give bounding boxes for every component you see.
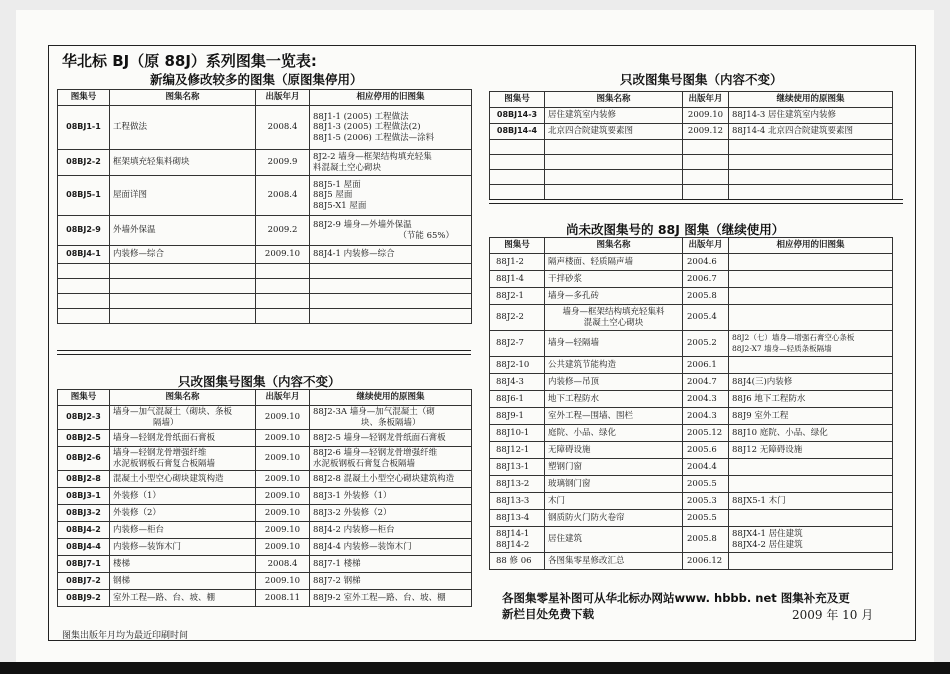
superseded-drawings bbox=[729, 493, 893, 510]
drawing-name-line: 墙身—轻钢龙骨增强纤维 bbox=[113, 448, 207, 458]
drawing-name-line: 无障碍设施 bbox=[548, 444, 591, 455]
old-drawings bbox=[310, 216, 472, 246]
table-row bbox=[58, 488, 472, 505]
drawing-name-line: 墙身—轻钢龙骨纸面石膏板 bbox=[113, 432, 216, 443]
publish-date: 2009.10 bbox=[683, 108, 729, 124]
t3-empty-row bbox=[490, 170, 893, 185]
superseded-drawing-line: 88J9 室外工程 bbox=[732, 410, 789, 421]
table-row bbox=[490, 408, 893, 425]
continued-drawings bbox=[310, 505, 472, 522]
drawing-code: 88J2-10 bbox=[490, 357, 545, 374]
drawing-name: 工程做法 bbox=[110, 106, 256, 150]
publish-date: 2005.4 bbox=[683, 305, 729, 331]
t3-header-cell: 继续使用的原图集 bbox=[729, 92, 893, 108]
drawing-name-line: 内装修—装饰木门 bbox=[113, 541, 182, 552]
table-row bbox=[490, 459, 893, 476]
publish-date: 2009.10 bbox=[256, 522, 310, 539]
drawing-name-line: 塑钢门窗 bbox=[548, 461, 583, 472]
drawing-name bbox=[110, 539, 256, 556]
drawing-code: 08BJ2-3 bbox=[58, 406, 110, 430]
t2-header-row bbox=[58, 390, 472, 406]
publish-date: 2009.10 bbox=[256, 573, 310, 590]
continued-drawing: 88J14-3 居住建筑室内装修 bbox=[729, 108, 893, 124]
superseded-drawings bbox=[729, 288, 893, 305]
table-row bbox=[58, 471, 472, 488]
drawing-name-line: 钢质防火门防火卷帘 bbox=[548, 512, 625, 523]
continued-drawing-line: 88J2-3A 墙身—加气混凝土（砌 bbox=[313, 407, 435, 417]
t3-empty-row bbox=[490, 185, 893, 200]
t4-header-cell: 相应停用的旧图集 bbox=[729, 238, 893, 254]
table-row bbox=[58, 150, 472, 176]
table-row bbox=[58, 505, 472, 522]
continued-drawings bbox=[310, 556, 472, 573]
superseded-drawings bbox=[729, 442, 893, 459]
drawing-name bbox=[545, 510, 683, 527]
old-drawings bbox=[310, 176, 472, 216]
drawing-name bbox=[110, 556, 256, 573]
drawing-name-line: 公共建筑节能构造 bbox=[548, 359, 617, 370]
publish-date: 2006.7 bbox=[683, 271, 729, 288]
superseded-drawing-line: 88J2（七）墙身—增强石膏空心条板 bbox=[732, 333, 855, 342]
drawing-name-line: 墙身—框架结构填充轻集料 bbox=[562, 307, 665, 317]
t1-table bbox=[57, 89, 472, 324]
drawing-code: 88J13-3 bbox=[490, 493, 545, 510]
t2-header-cell: 继续使用的原图集 bbox=[310, 390, 472, 406]
superseded-drawings bbox=[729, 331, 893, 357]
publish-date: 2004.3 bbox=[683, 391, 729, 408]
drawing-code: 08BJ14-4 bbox=[490, 124, 545, 140]
publish-date: 2005.5 bbox=[683, 476, 729, 493]
table-row bbox=[490, 357, 893, 374]
drawing-name-line: 室外工程—路、台、坡、棚 bbox=[113, 592, 216, 603]
drawing-name bbox=[545, 305, 683, 331]
drawing-name bbox=[545, 391, 683, 408]
footer-line2: 新栏目处免费下载 bbox=[502, 607, 594, 621]
drawing-code: 08BJ7-1 bbox=[58, 556, 110, 573]
drawing-code: 88J1-4 bbox=[490, 271, 545, 288]
continued-drawing-line: 88J7-1 楼梯 bbox=[313, 558, 361, 569]
drawing-name-line: 地下工程防水 bbox=[548, 393, 600, 404]
scanner-edge bbox=[0, 662, 950, 674]
footnote: 图集出版年月均为最近印刷时间 bbox=[62, 631, 189, 641]
t2-header-cell: 图集名称 bbox=[110, 390, 256, 406]
t3-header-cell: 出版年月 bbox=[683, 92, 729, 108]
publish-date: 2009.10 bbox=[256, 505, 310, 522]
table-row bbox=[490, 476, 893, 493]
publish-date: 2009.10 bbox=[256, 471, 310, 488]
drawing-name bbox=[545, 442, 683, 459]
publish-date: 2005.12 bbox=[683, 425, 729, 442]
drawing-code: 08BJ4-2 bbox=[58, 522, 110, 539]
t2-table bbox=[57, 389, 472, 607]
superseded-drawings bbox=[729, 271, 893, 288]
drawing-name-line: 外装修（1） bbox=[113, 490, 161, 501]
publish-date: 2008.11 bbox=[256, 590, 310, 607]
superseded-drawing-line: 88J2-X7 墙身—轻质条板隔墙 bbox=[732, 343, 832, 353]
drawing-name bbox=[110, 471, 256, 488]
drawing-name-line: 楼梯 bbox=[113, 558, 131, 569]
drawing-name bbox=[545, 493, 683, 510]
continued-drawing-line: 块、条板隔墙） bbox=[361, 417, 421, 428]
publish-date: 2009.10 bbox=[256, 488, 310, 505]
table-row bbox=[490, 271, 893, 288]
drawing-name-line: 木门 bbox=[548, 495, 566, 506]
continued-drawing-line: 88J3-2 外装修（2） bbox=[313, 507, 392, 518]
superseded-drawings bbox=[729, 476, 893, 493]
table-row bbox=[58, 590, 472, 607]
publish-date: 2005.3 bbox=[683, 493, 729, 510]
table-row bbox=[58, 246, 472, 264]
table-row bbox=[58, 573, 472, 590]
drawing-code: 08BJ2-8 bbox=[58, 471, 110, 488]
drawing-name-line: 墙身—轻隔墙 bbox=[548, 338, 600, 349]
continued-drawing-line: 88J3-1 外装修（1） bbox=[313, 490, 392, 501]
drawing-name: 北京四合院建筑要素图 bbox=[545, 124, 683, 140]
drawing-name-line: 玻璃钢门窗 bbox=[548, 478, 591, 489]
drawing-name bbox=[110, 430, 256, 447]
old-drawing-line: 料混凝土空心砌块 bbox=[313, 162, 382, 173]
publish-date: 2005.8 bbox=[683, 288, 729, 305]
publish-date: 2009.2 bbox=[256, 216, 310, 246]
drawing-code: 08BJ2-5 bbox=[58, 430, 110, 447]
table-row bbox=[490, 553, 893, 570]
drawing-name bbox=[545, 331, 683, 357]
old-drawings bbox=[310, 106, 472, 150]
continued-drawings bbox=[310, 430, 472, 447]
continued-drawing-line: 88J2-6 墙身—轻钢龙骨增强纤维 bbox=[313, 448, 438, 458]
drawing-code: 08BJ1-1 bbox=[58, 106, 110, 150]
t3-header-cell: 图集名称 bbox=[545, 92, 683, 108]
continued-drawing-line: 88J7-2 钢梯 bbox=[313, 575, 361, 586]
t4-title: 尚未改图集号的 88J 图集（继续使用） bbox=[566, 222, 785, 237]
old-drawing-line: 88J1-3 (2005) 工程做法(2) bbox=[313, 122, 421, 133]
table-row bbox=[58, 406, 472, 430]
old-drawing-line: 88J1-1 (2005) 工程做法 bbox=[313, 111, 409, 122]
superseded-drawing-line: 88JX4-2 居住建筑 bbox=[732, 539, 803, 550]
table-row bbox=[490, 374, 893, 391]
drawing-name bbox=[110, 488, 256, 505]
superseded-drawing-line: 88J12 无障碍设施 bbox=[732, 444, 803, 455]
drawing-code: 08BJ4-1 bbox=[58, 246, 110, 264]
superseded-drawings bbox=[729, 553, 893, 570]
table-row bbox=[58, 522, 472, 539]
continued-drawings bbox=[310, 471, 472, 488]
drawing-name-line: 室外工程—围墙、围栏 bbox=[548, 410, 634, 421]
drawing-code: 08BJ5-1 bbox=[58, 176, 110, 216]
drawing-name-line: 墙身—加气混凝土（砌块、条板 bbox=[113, 407, 233, 417]
t2-title: 只改图集号图集（内容不变） bbox=[178, 374, 341, 389]
table-row bbox=[490, 391, 893, 408]
old-drawing-line: 88J4-1 内装修—综合 bbox=[313, 249, 395, 260]
continued-drawing: 88J14-4 北京四合院建筑要素图 bbox=[729, 124, 893, 140]
continued-drawing-line: 88J4-2 内装修—柜台 bbox=[313, 524, 395, 535]
drawing-code: 08BJ3-1 bbox=[58, 488, 110, 505]
drawing-name-line: 居住建筑 bbox=[548, 534, 583, 545]
publish-date: 2004.4 bbox=[683, 459, 729, 476]
continued-drawing-line: 88J4-4 内装修—装饰木门 bbox=[313, 541, 412, 552]
drawing-code: 88J13-2 bbox=[490, 476, 545, 493]
drawing-name bbox=[545, 374, 683, 391]
publish-date: 2005.2 bbox=[683, 331, 729, 357]
drawing-name-line: 干拌砂浆 bbox=[548, 273, 583, 284]
t1-header-cell: 图集名称 bbox=[110, 90, 256, 106]
continued-drawing-line: 88J2-5 墙身—轻钢龙骨纸面石膏板 bbox=[313, 432, 446, 443]
table-row bbox=[490, 331, 893, 357]
old-drawings bbox=[310, 150, 472, 176]
drawing-name-line: 内装修—吊顶 bbox=[548, 376, 600, 387]
t1-empty-row bbox=[58, 309, 472, 324]
drawing-name bbox=[545, 357, 683, 374]
drawing-name-line: 各图集零星修改汇总 bbox=[548, 555, 625, 566]
drawing-name bbox=[545, 527, 683, 553]
continued-drawings bbox=[310, 522, 472, 539]
drawing-code: 88J1-2 bbox=[490, 254, 545, 271]
table-row bbox=[58, 447, 472, 471]
drawing-code: 08BJ2-6 bbox=[58, 447, 110, 471]
drawing-name bbox=[110, 573, 256, 590]
drawing-name bbox=[545, 425, 683, 442]
main-title: 华北标 BJ（原 88J）系列图集一览表: bbox=[62, 52, 317, 70]
t3-empty-row bbox=[490, 155, 893, 170]
table-row bbox=[490, 288, 893, 305]
old-drawing-line: 88J2-9 墙身—外墙外保温 bbox=[313, 220, 412, 230]
continued-drawing-line: 水泥板钢板石膏复合板隔墙 bbox=[313, 458, 416, 469]
continued-drawings bbox=[310, 488, 472, 505]
drawing-name-line: 庭院、小品、绿化 bbox=[548, 427, 617, 438]
publish-date: 2004.6 bbox=[683, 254, 729, 271]
t1-header-cell: 相应停用的旧图集 bbox=[310, 90, 472, 106]
superseded-drawing-line: 88J4(三)内装修 bbox=[732, 376, 793, 387]
table-row bbox=[58, 106, 472, 150]
drawing-name-line: 外装修（2） bbox=[113, 507, 161, 518]
table-row bbox=[58, 539, 472, 556]
drawing-name-line: 水泥板钢板石膏复合板隔墙 bbox=[113, 458, 216, 469]
drawing-name bbox=[110, 406, 256, 430]
t1-empty-row bbox=[58, 264, 472, 279]
footer-line1: 各图集零星补图可从华北标办网站www. hbbb. net 图集补充及更 bbox=[502, 591, 850, 605]
drawing-name: 内装修—综合 bbox=[110, 246, 256, 264]
drawing-code: 08BJ2-9 bbox=[58, 216, 110, 246]
drawing-code: 88J2-1 bbox=[490, 288, 545, 305]
drawing-code: 88 修 06 bbox=[490, 553, 545, 570]
drawing-code: 88J12-1 bbox=[490, 442, 545, 459]
table-row bbox=[58, 430, 472, 447]
table-row bbox=[490, 442, 893, 459]
publish-date: 2009.10 bbox=[256, 430, 310, 447]
drawing-name bbox=[110, 505, 256, 522]
drawing-name-line: 隔墙） bbox=[153, 417, 179, 428]
t4-header-cell: 图集名称 bbox=[545, 238, 683, 254]
continued-drawing-line: 88J9-2 室外工程—路、台、坡、棚 bbox=[313, 592, 446, 603]
drawing-name bbox=[545, 288, 683, 305]
t1-title: 新编及修改较多的图集（原图集停用） bbox=[150, 72, 363, 87]
publish-date: 2008.4 bbox=[256, 556, 310, 573]
superseded-drawings bbox=[729, 425, 893, 442]
table-row bbox=[58, 216, 472, 246]
continued-drawings bbox=[310, 406, 472, 430]
table-row bbox=[490, 527, 893, 553]
drawing-code: 08BJ4-4 bbox=[58, 539, 110, 556]
drawing-name-line: 墙身—多孔砖 bbox=[548, 290, 600, 301]
publish-date: 2006.1 bbox=[683, 357, 729, 374]
publish-date: 2008.4 bbox=[256, 106, 310, 150]
superseded-drawings bbox=[729, 408, 893, 425]
table-row bbox=[490, 305, 893, 331]
superseded-drawings bbox=[729, 459, 893, 476]
table-row bbox=[58, 556, 472, 573]
drawing-name-line: 隔声楼面、轻质隔声墙 bbox=[548, 256, 634, 267]
publish-date: 2004.7 bbox=[683, 374, 729, 391]
t2-header-cell: 出版年月 bbox=[256, 390, 310, 406]
drawing-code: 88J6-1 bbox=[490, 391, 545, 408]
drawing-code: 88J14-1 88J14-2 bbox=[490, 527, 545, 553]
old-drawing-line: 88J5 屋面 bbox=[313, 190, 353, 201]
superseded-drawings bbox=[729, 510, 893, 527]
t4-header-row bbox=[490, 238, 893, 254]
drawing-code: 88J13-1 bbox=[490, 459, 545, 476]
t3-table bbox=[489, 91, 893, 200]
continued-drawing-line: 88J2-8 混凝土小型空心砌块建筑构造 bbox=[313, 473, 455, 484]
superseded-drawings bbox=[729, 527, 893, 553]
t1-empty-row bbox=[58, 279, 472, 294]
table-row bbox=[490, 108, 893, 124]
drawing-name bbox=[545, 459, 683, 476]
table-row bbox=[490, 510, 893, 527]
t4-table bbox=[489, 237, 893, 570]
t1-empty-row bbox=[58, 294, 472, 309]
t1-double-rule bbox=[57, 350, 471, 355]
drawing-name: 居住建筑室内装修 bbox=[545, 108, 683, 124]
publish-date: 2009.10 bbox=[256, 246, 310, 264]
t3-title: 只改图集号图集（内容不变） bbox=[620, 72, 783, 87]
drawing-name: 外墙外保温 bbox=[110, 216, 256, 246]
continued-drawings bbox=[310, 590, 472, 607]
superseded-drawings bbox=[729, 374, 893, 391]
drawing-name bbox=[545, 408, 683, 425]
publish-date: 2005.8 bbox=[683, 527, 729, 553]
continued-drawings bbox=[310, 573, 472, 590]
table-row bbox=[490, 425, 893, 442]
publish-date: 2009.10 bbox=[256, 539, 310, 556]
publish-date: 2009.12 bbox=[683, 124, 729, 140]
drawing-name bbox=[110, 522, 256, 539]
drawing-name-line: 钢梯 bbox=[113, 575, 131, 586]
old-drawing-line: （节能 65%） bbox=[398, 230, 454, 241]
table-row bbox=[58, 176, 472, 216]
superseded-drawings bbox=[729, 254, 893, 271]
t1-header-cell: 出版年月 bbox=[256, 90, 310, 106]
superseded-drawing-line: 88JX5-1 木门 bbox=[732, 495, 786, 506]
t3-header-cell: 图集号 bbox=[490, 92, 545, 108]
t4-header-cell: 出版年月 bbox=[683, 238, 729, 254]
drawing-code: 08BJ14-3 bbox=[490, 108, 545, 124]
drawing-name-line: 内装修—柜台 bbox=[113, 524, 165, 535]
footer-date: 2009 年 10 月 bbox=[792, 608, 874, 622]
old-drawing-line: 8J2-2 墙身—框架结构填充轻集 bbox=[313, 152, 432, 162]
drawing-name bbox=[545, 254, 683, 271]
superseded-drawing-line: 88J10 庭院、小品、绿化 bbox=[732, 427, 828, 438]
continued-drawings bbox=[310, 539, 472, 556]
t1-header-cell: 图集号 bbox=[58, 90, 110, 106]
drawing-code: 88J13-4 bbox=[490, 510, 545, 527]
t3-empty-row bbox=[490, 140, 893, 155]
drawing-name-line: 混凝土空心砌块 bbox=[583, 317, 644, 328]
table-row bbox=[490, 493, 893, 510]
superseded-drawing-line: 88JX4-1 居住建筑 bbox=[732, 529, 803, 539]
t4-header-cell: 图集号 bbox=[490, 238, 545, 254]
drawing-name bbox=[545, 553, 683, 570]
publish-date: 2008.4 bbox=[256, 176, 310, 216]
drawing-name: 框架填充轻集料砌块 bbox=[110, 150, 256, 176]
publish-date: 2009.10 bbox=[256, 447, 310, 471]
publish-date: 2009.9 bbox=[256, 150, 310, 176]
drawing-code: 88J9-1 bbox=[490, 408, 545, 425]
publish-date: 2005.6 bbox=[683, 442, 729, 459]
old-drawing-line: 88J1-5 (2006) 工程做法—涂料 bbox=[313, 132, 435, 143]
drawing-code: 08BJ7-2 bbox=[58, 573, 110, 590]
drawing-code: 88J4-3 bbox=[490, 374, 545, 391]
continued-drawings bbox=[310, 447, 472, 471]
superseded-drawings bbox=[729, 391, 893, 408]
drawing-name bbox=[110, 447, 256, 471]
old-drawing-line: 88J5-X1 屋面 bbox=[313, 200, 367, 211]
drawing-code: 88J2-7 bbox=[490, 331, 545, 357]
old-drawing-line: 88J5-1 屋面 bbox=[313, 179, 361, 190]
publish-date: 2005.5 bbox=[683, 510, 729, 527]
t2-header-cell: 图集号 bbox=[58, 390, 110, 406]
publish-date: 2009.10 bbox=[256, 406, 310, 430]
drawing-name: 屋面详图 bbox=[110, 176, 256, 216]
table-row bbox=[490, 124, 893, 140]
table-row bbox=[490, 254, 893, 271]
t3-double-rule bbox=[489, 199, 903, 204]
drawing-code: 08BJ3-2 bbox=[58, 505, 110, 522]
superseded-drawings bbox=[729, 305, 893, 331]
drawing-name bbox=[110, 590, 256, 607]
drawing-code: 88J2-2 bbox=[490, 305, 545, 331]
drawing-code: 08BJ2-2 bbox=[58, 150, 110, 176]
t1-header-row bbox=[58, 90, 472, 106]
drawing-name-line: 混凝土小型空心砌块建筑构造 bbox=[113, 473, 224, 484]
drawing-name bbox=[545, 476, 683, 493]
superseded-drawing-line: 88J6 地下工程防水 bbox=[732, 393, 806, 404]
publish-date: 2004.3 bbox=[683, 408, 729, 425]
drawing-code: 08BJ9-2 bbox=[58, 590, 110, 607]
publish-date: 2006.12 bbox=[683, 553, 729, 570]
superseded-drawings bbox=[729, 357, 893, 374]
drawing-name bbox=[545, 271, 683, 288]
drawing-code: 88J10-1 bbox=[490, 425, 545, 442]
t3-header-row bbox=[490, 92, 893, 108]
old-drawings bbox=[310, 246, 472, 264]
